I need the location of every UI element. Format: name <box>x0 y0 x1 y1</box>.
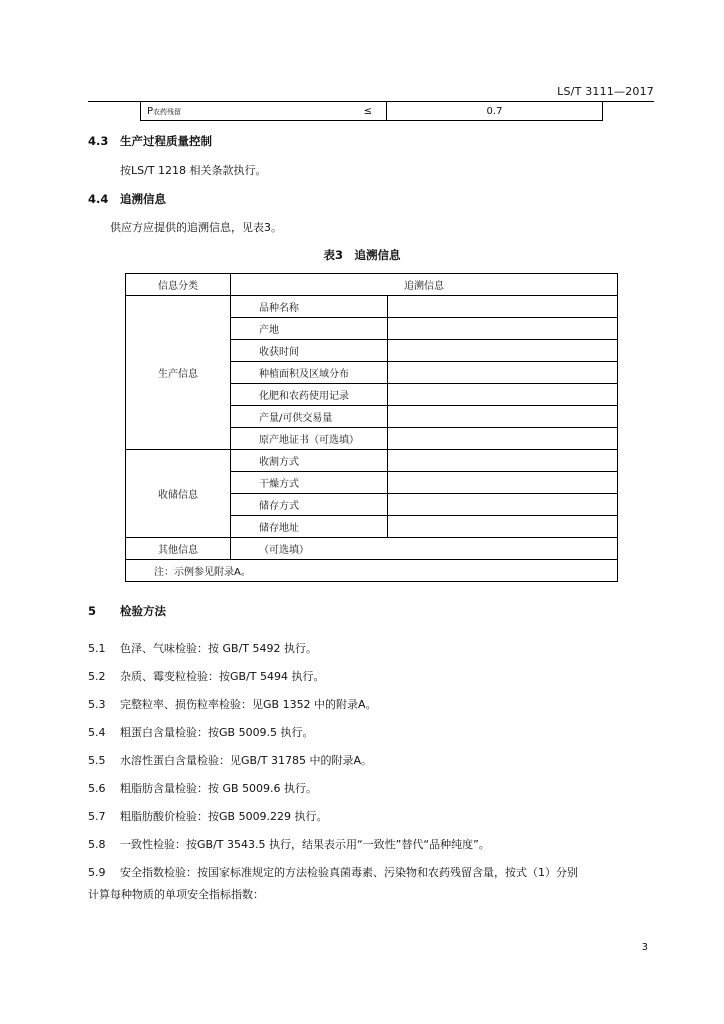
list-item <box>88 668 324 684</box>
production-item: 产地 <box>231 318 388 340</box>
section-4-4-heading <box>88 191 166 207</box>
storage-label: 收储信息 <box>126 450 231 538</box>
item-text: 色泽、气味检验：按 GB/T 5492 执行。 <box>120 642 317 655</box>
pesticide-label: P <box>147 105 154 117</box>
item-text: 粗脂肪含量检验：按 GB 5009.6 执行。 <box>120 782 318 795</box>
table-row <box>126 450 618 472</box>
item-number: 5.3 <box>88 698 106 711</box>
empty-cell <box>388 362 618 384</box>
table-note-row <box>126 560 618 582</box>
storage-item: 储存方式 <box>231 494 388 516</box>
table-note: 注：示例参见附录A。 <box>126 560 618 582</box>
operator: ≤ <box>363 105 372 117</box>
table-row <box>126 538 618 560</box>
empty-cell <box>388 494 618 516</box>
item-text: 粗脂肪酸价检验：按GB 5009.229 执行。 <box>120 810 328 823</box>
empty-cell <box>388 340 618 362</box>
item-number: 5.9 <box>88 866 106 879</box>
list-item <box>88 696 377 712</box>
pesticide-label-cell <box>141 102 387 121</box>
list-item <box>88 836 490 852</box>
list-item <box>88 640 317 656</box>
item-text: 一致性检验：按GB/T 3543.5 执行，结果表示用“一致性”替代“品种纯度”。 <box>120 838 490 851</box>
empty-cell <box>388 384 618 406</box>
pesticide-value: 0.7 <box>387 102 603 121</box>
item-number: 5.2 <box>88 670 106 683</box>
section-number: 5 <box>88 604 97 618</box>
item-number: 5.7 <box>88 810 106 823</box>
section-title: 检验方法 <box>120 604 166 618</box>
item-number: 5.4 <box>88 726 106 739</box>
empty-cell <box>388 450 618 472</box>
production-item: 原产地证书（可选填） <box>231 428 388 450</box>
list-item <box>88 752 372 768</box>
production-item: 收获时间 <box>231 340 388 362</box>
production-item: 产量/可供交易量 <box>231 406 388 428</box>
page-number: 3 <box>641 942 648 953</box>
other-label: 其他信息 <box>126 538 231 560</box>
empty-cell <box>388 472 618 494</box>
production-label: 生产信息 <box>126 296 231 450</box>
section-4-3-heading <box>88 133 212 149</box>
production-item: 种植面积及区域分布 <box>231 362 388 384</box>
list-item <box>88 780 317 796</box>
item-number: 5.6 <box>88 782 106 795</box>
pesticide-table <box>140 101 603 121</box>
list-item <box>88 864 578 880</box>
header-info: 追溯信息 <box>231 274 618 296</box>
storage-item: 干燥方式 <box>231 472 388 494</box>
storage-item: 储存地址 <box>231 516 388 538</box>
item-number: 5.5 <box>88 754 106 767</box>
list-item <box>88 724 314 740</box>
item-number: 5.8 <box>88 838 106 851</box>
section-number: 4.4 <box>88 192 109 206</box>
continuation-text: 计算每种物质的单项安全指标指数： <box>88 888 264 901</box>
header-category: 信息分类 <box>126 274 231 296</box>
production-item: 化肥和农药使用记录 <box>231 384 388 406</box>
section-number: 4.3 <box>88 134 109 148</box>
table-row <box>141 102 603 121</box>
storage-item: 收割方式 <box>231 450 388 472</box>
empty-cell <box>388 296 618 318</box>
empty-cell <box>388 406 618 428</box>
section-4-3-text: 按LS/T 1218 相关条款执行。 <box>120 164 267 177</box>
empty-cell <box>388 318 618 340</box>
section-title: 生产过程质量控制 <box>120 134 212 148</box>
item-text: 粗蛋白含量检验：按GB 5009.5 执行。 <box>120 726 314 739</box>
section-4-4-text: 供应方应提供的追溯信息，见表3。 <box>110 221 282 234</box>
item-text: 杂质、霉变粒检验：按GB/T 5494 执行。 <box>120 670 325 683</box>
item-text: 完整粒率、损伤粒率检验：见GB 1352 中的附录A。 <box>120 698 377 711</box>
empty-cell <box>388 428 618 450</box>
pesticide-label-sub: 农药残留 <box>153 107 182 116</box>
table-header-row <box>126 274 618 296</box>
item-text: 水溶性蛋白含量检验：见GB/T 31785 中的附录A。 <box>120 754 373 767</box>
traceability-table <box>125 273 618 582</box>
other-item: （可选填） <box>231 538 618 560</box>
empty-cell <box>388 516 618 538</box>
standard-number: LS/T 3111—2017 <box>557 85 654 98</box>
list-item <box>88 808 328 824</box>
section-5-heading <box>88 603 166 619</box>
table-caption: 表3 追溯信息 <box>323 248 401 262</box>
section-title: 追溯信息 <box>120 192 166 206</box>
production-item: 品种名称 <box>231 296 388 318</box>
table-row <box>126 296 618 318</box>
item-text: 安全指数检验：按国家标准规定的方法检验真菌毒素、污染物和农药残留含量，按式（1）分别 <box>120 866 578 879</box>
item-number: 5.1 <box>88 642 106 655</box>
